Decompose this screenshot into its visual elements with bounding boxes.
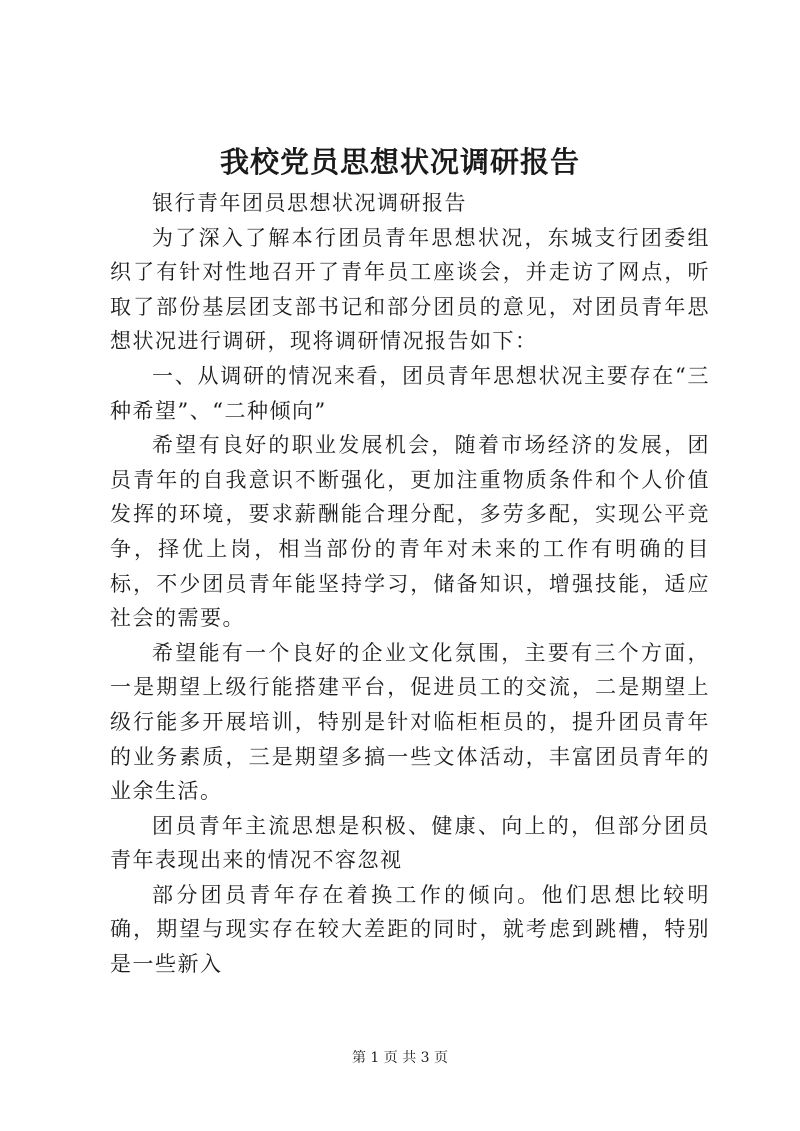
paragraph-job-change: 部分团员青年存在着换工作的倾向。他们思想比较明确，期望与现实存在较大差距的同时，就考虑到跳槽，特别是一些新入 [110,882,710,977]
paragraph-mainstream: 团员青年主流思想是积极、健康、向上的，但部分团员青年表现出来的情况不容忽视 [110,813,710,873]
paragraph-section-heading: 一、从调研的情况来看，团员青年思想状况主要存在“三种希望”、“二种倾向” [110,363,710,423]
paragraph-career-hope: 希望有良好的职业发展机会，随着市场经济的发展，团员青年的自我意识不断强化，更加注重物质条件和个人价值发挥的环境，要求薪酬能合理分配，多劳多配，实现公平竞争，择优上岗，相当部份的青年对未来的工作有明确的目标，不少团员青年能坚持学习，储备知识，增强技能，适应社会的需要。 [110,433,710,631]
page-number-footer: 第 1 页 共 3 页 [351,1050,449,1066]
document-title: 我校党员思想状况调研报告 [219,145,580,179]
paragraph-subtitle: 银行青年团员思想状况调研报告 [152,191,467,215]
document-body [110,186,710,982]
paragraph-culture-hope: 希望能有一个良好的企业文化氛围，主要有三个方面，一是期望上级行能搭建平台，促进员工的交流，二是期望上级行能多开展培训，特别是针对临柜柜员的，提升团员青年的业务素质，三是期望多搞一些文体活动，丰富团员青年的业余生活。 [110,640,710,804]
paragraph-intro: 为了深入了解本行团员青年思想状况，东城支行团委组织了有针对性地召开了青年员工座谈会，并走访了网点，听取了部份基层团支部书记和部分团员的意见，对团员青年思想状况进行调研，现将调研情况报告如下： [110,225,710,354]
